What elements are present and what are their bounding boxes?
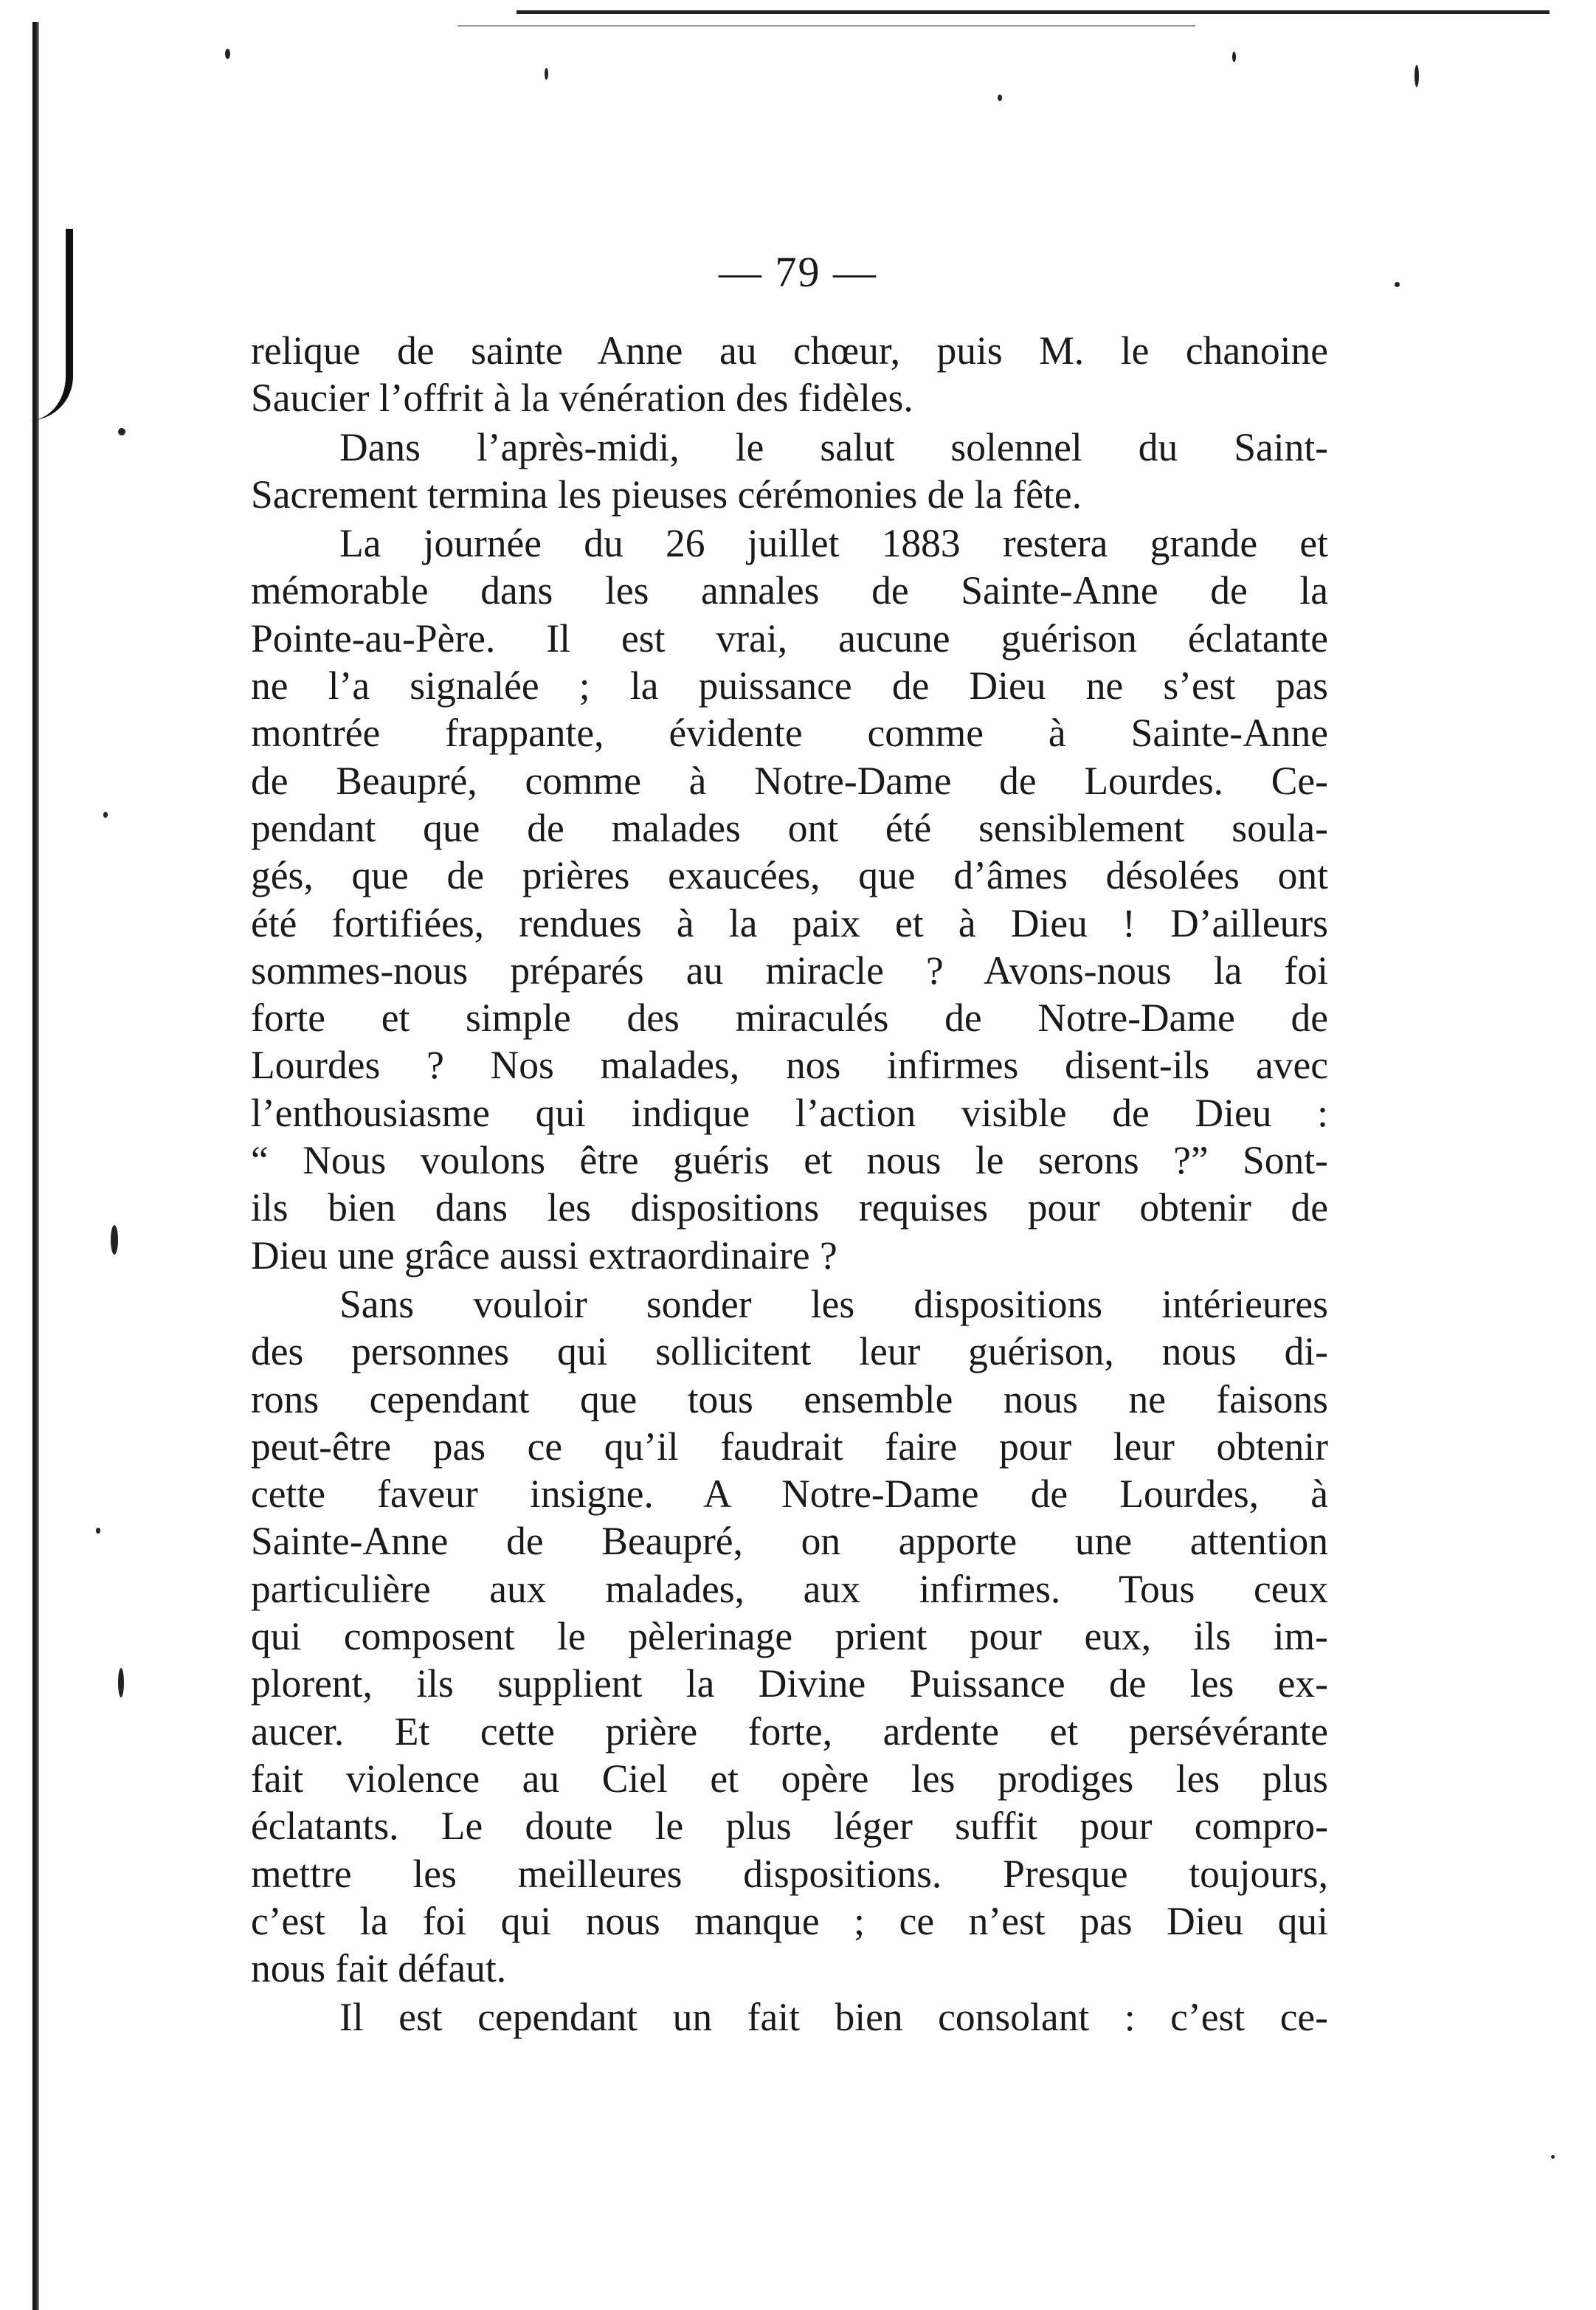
top-scan-rule-thin [457, 25, 1195, 27]
text-line: particulière aux malades, aux infirmes. Tous ceux [251, 1566, 1328, 1611]
scan-speck [998, 94, 1002, 101]
text-line: nous fait défaut. [251, 1946, 507, 1991]
scan-speck [118, 1668, 124, 1697]
scan-speck [96, 1528, 100, 1534]
text-line: Pointe-au-Père. Il est vrai, aucune guérison éclatante [251, 616, 1328, 661]
text-line: pendant que de malades ont été sensiblement soula- [251, 805, 1328, 850]
scan-speck [118, 428, 125, 435]
text-line: Lourdes ? Nos malades, nos infirmes disent-ils avec [251, 1043, 1328, 1088]
text-line: La journée du 26 juillet 1883 restera grande et [339, 521, 1328, 566]
paragraph [251, 327, 1328, 422]
page-number: — 79 — [719, 248, 877, 296]
text-line: mémorable dans les annales de Sainte-Anne de la [251, 568, 1328, 613]
scan-speck [103, 812, 108, 818]
scan-speck [1414, 65, 1419, 87]
body-text [251, 327, 1328, 2041]
text-line: Sacrement termina les pieuses cérémonies de la fête. [251, 472, 1082, 517]
text-line: ils bien dans les dispositions requises pour obtenir de [251, 1185, 1328, 1230]
text-line: Dieu une grâce aussi extraordinaire ? [251, 1232, 837, 1278]
text-line: Dans l’après-midi, le salut solennel du Saint- [339, 424, 1328, 469]
text-line: des personnes qui sollicitent leur guérison, nous di- [251, 1329, 1328, 1374]
paragraph [251, 1993, 1328, 2041]
text-line: Saucier l’offrit à la vénération des fidèles. [251, 376, 913, 421]
text-line: Il est cependant un fait bien consolant : c’est ce- [339, 1995, 1328, 2040]
text-line: forte et simple des miraculés de Notre-Dame de [251, 996, 1328, 1041]
paragraph [251, 1280, 1328, 1992]
text-line: aucer. Et cette prière forte, ardente et persévérante [251, 1709, 1328, 1754]
text-line: éclatants. Le doute le plus léger suffit pour compro- [251, 1804, 1328, 1849]
scan-speck [1232, 52, 1236, 62]
paragraph [251, 520, 1328, 1279]
scan-speck [225, 49, 230, 59]
text-line: rons cependant que tous ensemble nous ne faisons [251, 1376, 1328, 1421]
text-line: c’est la foi qui nous manque ; ce n’est pas Dieu qui [251, 1898, 1328, 1943]
scan-speck [545, 68, 548, 80]
text-line: cette faveur insigne. A Notre-Dame de Lourdes, à [251, 1472, 1328, 1517]
text-line: de Beaupré, comme à Notre-Dame de Lourdes. Ce- [251, 758, 1328, 803]
text-line: montrée frappante, évidente comme à Sainte-Anne [251, 711, 1328, 756]
text-line: été fortifiées, rendues à la paix et à Dieu ! D’ailleurs [251, 900, 1328, 945]
text-line: plorent, ils supplient la Divine Puissance de les ex- [251, 1661, 1328, 1706]
top-scan-rule [517, 10, 1550, 14]
paragraph [251, 424, 1328, 519]
left-page-edge [32, 22, 39, 2310]
text-line: relique de sainte Anne au chœur, puis M. le chanoine [251, 328, 1328, 373]
text-line: qui composent le pèlerinage prient pour eux, ils im- [251, 1614, 1328, 1659]
text-line: Sainte-Anne de Beaupré, on apporte une attention [251, 1519, 1328, 1564]
text-line: “ Nous voulons être guéris et nous le serons ?” Sont- [251, 1138, 1328, 1183]
scan-speck [1551, 2155, 1555, 2159]
scan-speck [111, 1225, 118, 1255]
text-line: l’enthousiasme qui indique l’action visible de Dieu : [251, 1090, 1328, 1135]
text-line: peut-être pas ce qu’il faudrait faire pour leur obtenir [251, 1424, 1328, 1469]
text-line: gés, que de prières exaucées, que d’âmes désolées ont [251, 853, 1328, 898]
text-line: mettre les meilleures dispositions. Presque toujours, [251, 1851, 1328, 1896]
text-line: ne l’a signalée ; la puissance de Dieu ne s’est pas [251, 663, 1328, 708]
text-line: Sans vouloir sonder les dispositions intérieures [339, 1281, 1328, 1326]
text-line: sommes-nous préparés au miracle ? Avons-nous la foi [251, 948, 1328, 993]
text-line: fait violence au Ciel et opère les prodiges les plus [251, 1756, 1328, 1801]
